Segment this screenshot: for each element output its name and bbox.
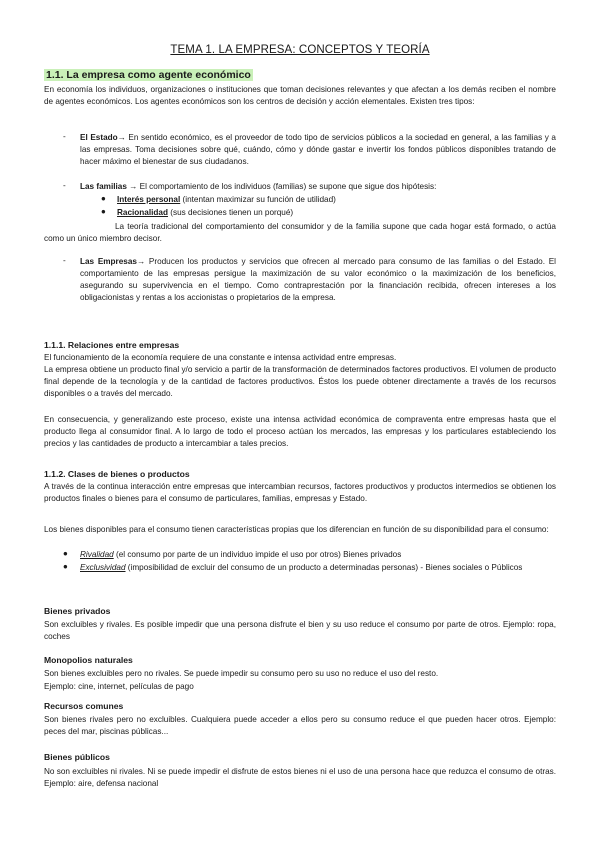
goods-heading: Recursos comunes [44, 701, 124, 711]
hypothesis-item [117, 194, 547, 206]
empresas-item [80, 256, 556, 304]
hypothesis-label: Interés personal [117, 195, 181, 204]
hypothesis-text: (sus decisiones tienen un porqué) [170, 208, 294, 217]
goods-heading: Bienes públicos [44, 752, 110, 762]
estado-text: En sentido económico, es el proveedor de todo tipo de servicios públicos a la sociedad en general, a las familias y a las empresas. Toma decisiones sobre qué, cuándo, cómo y dónde gastar e invertir los fondos públicos disponibles tratando de hacer máximo el bienestar de sus ciudadanos. [80, 133, 556, 167]
estado-item [80, 132, 556, 168]
bullet-icon: ● [63, 562, 68, 571]
goods-property-item [80, 562, 556, 574]
arrow-glyph: → [129, 182, 138, 191]
empresas-text: Producen los productos y servicios que ofrecen al mercado para consumo de las familias o del Estado. El comportamiento de las empresas persigue la maximización de su valor económico o la maximización de los beneficios, asegurando su supervivencia en el tiempo. Como contraprestación por la financiación recibida, ofrecen intereses a los obligacionistas y rentas a los accionistas o propietarios de la empresa. [80, 257, 556, 303]
section-heading-1-1: 1.1. La empresa como agente económico [46, 69, 251, 81]
goods-text: Son excluibles y rivales. Es posible impedir que una persona disfrute el bien y su uso reduce el consumo por parte de otros. Ejemplo: ropa, coches [44, 620, 556, 642]
goods-text: Son bienes rivales pero no excluibles. Cualquiera puede acceder a ellos pero su consumo reduce el que pueden hacer otros. Ejemplo: peces del mar, piscinas públicas... [44, 715, 556, 737]
paragraph: El funcionamiento de la economía requiere de una constante e intensa actividad entre empresas. [44, 353, 397, 362]
dash-marker: - [63, 256, 66, 265]
property-text: (el consumo por parte de un individuo impide el uso por otros) Bienes privados [115, 550, 402, 559]
hypothesis-text: (intentan maximizar su función de utilidad) [182, 195, 336, 204]
arrow-glyph: → [136, 257, 146, 266]
property-label: Exclusividad [80, 563, 126, 572]
section-heading-1-1-1: 1.1.1. Relaciones entre empresas [44, 340, 180, 350]
estado-label: El Estado [80, 133, 118, 142]
paragraph: A través de la continua interacción entre empresas que intercambian recursos, factores productivos y productos intermedios se obtienen los productos finales o bienes para el consumo de particulares, familias, empresas y Estado. [44, 482, 556, 504]
paragraph: Los bienes disponibles para el consumo tienen características propias que los diferencian en función de su disponibilidad para el consumo: [44, 525, 549, 534]
page-title: TEMA 1. LA EMPRESA: CONCEPTOS Y TEORÍA [170, 44, 430, 56]
bullet-icon: ● [63, 549, 68, 558]
paragraph: La empresa obtiene un producto final y/o servicio a partir de la transformación de determinados factores productivos. El volumen de producto final depende de la tecnología y de la cantidad de factores productivos. Éstos los puede obtener directamente a través de los recursos disponibles o a través del mercado. [44, 365, 556, 399]
hypothesis-item [117, 207, 547, 219]
dash-marker: - [63, 132, 66, 141]
familias-note: La teoría tradicional del comportamiento del consumidor y de la familia supone que cada hogar está formado, o actúa como un único miembro decisor. [44, 222, 556, 244]
dash-marker: - [63, 181, 66, 190]
hypothesis-label: Racionalidad [117, 208, 168, 217]
section-heading-1-1-2: 1.1.2. Clases de bienes o productos [44, 469, 190, 479]
bullet-icon: ● [101, 194, 106, 203]
familias-item [80, 181, 556, 193]
familias-text: El comportamiento de los individuos (familias) se supone que sigue dos hipótesis: [139, 182, 437, 191]
goods-heading: Bienes privados [44, 606, 111, 616]
property-text: (imposibilidad de excluir del consumo de un producto a determinadas personas) - Bienes sociales o Públicos [127, 563, 523, 572]
goods-heading: Monopolios naturales [44, 655, 133, 665]
bullet-icon: ● [101, 207, 106, 216]
arrow-glyph: → [117, 133, 126, 142]
goods-text: Son bienes excluibles pero no rivales. Se puede impedir su consumo pero su uso no reduce el uso del resto. [44, 669, 439, 678]
property-label: Rivalidad [80, 550, 114, 559]
paragraph: En consecuencia, y generalizando este proceso, existe una intensa actividad económica de compraventa entre empresas hasta que el producto llega al consumidor final. A lo largo de todo el proceso actúan los mercados, las empresas y los particulares estableciendo los precios y las cantidades de producto a intercambiar a tales precios. [44, 415, 556, 449]
familias-label: Las familias [80, 182, 127, 191]
goods-example: Ejemplo: cine, internet, películas de pago [44, 682, 194, 691]
intro-paragraph: En economía los individuos, organizaciones o instituciones que toman decisiones relevantes y que afectan a los demás reciben el nombre de agentes económicos. Los agentes económicos son los centros de decisión y acción elementales. Existen tres tipos: [44, 85, 556, 107]
empresas-label: Las Empresas [80, 257, 137, 266]
goods-property-item [80, 549, 556, 561]
goods-text: No son excluibles ni rivales. Ni se puede impedir el disfrute de estos bienes ni el uso de una persona hace que reduzca el consumo de otras. Ejemplo: aire, defensa nacional [44, 767, 556, 789]
